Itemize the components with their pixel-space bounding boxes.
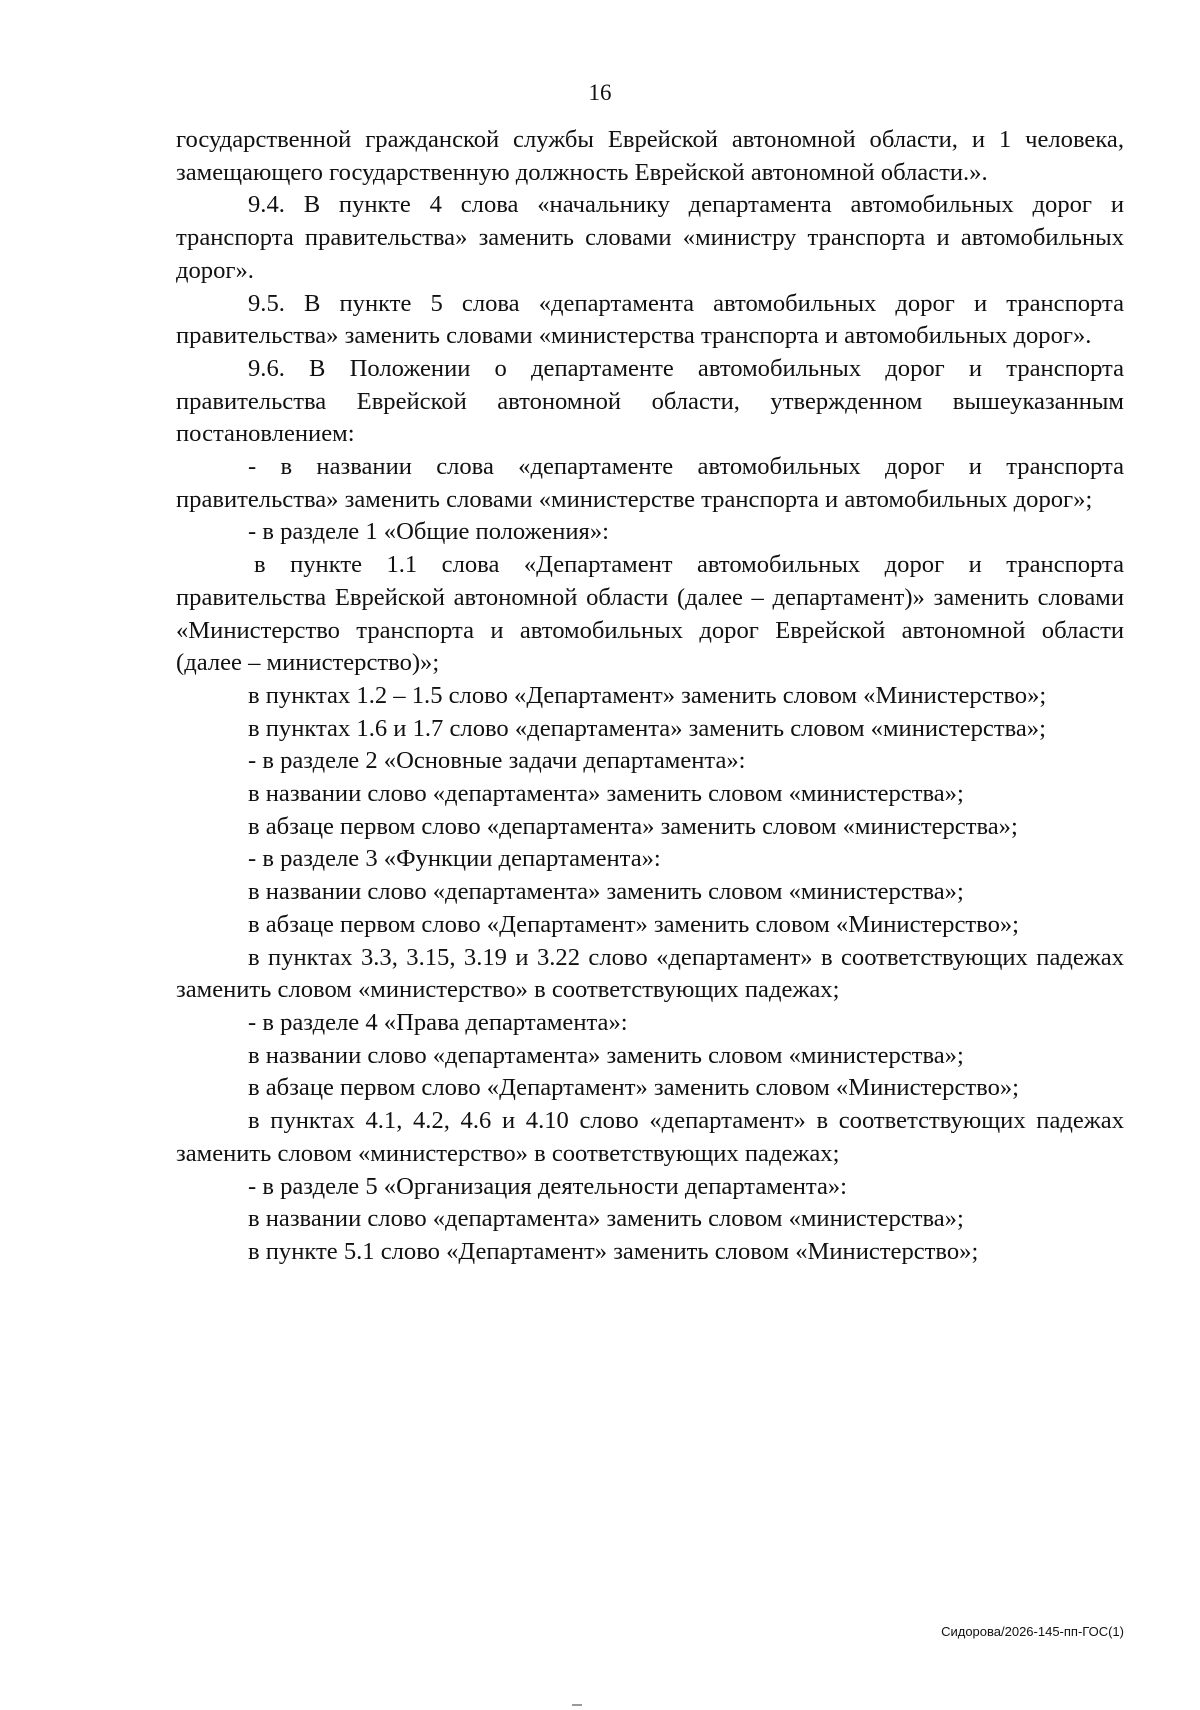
paragraph-section-2-title: в названии слово «департамента» заменить словом «министерства»; [248, 780, 964, 808]
paragraph-section-2: - в разделе 2 «Основные задачи департамента»: [248, 747, 746, 775]
paragraph-items-1-2-1-5: в пунктах 1.2 – 1.5 слово «Департамент» заменить словом «Министерство»; [248, 681, 1047, 709]
paragraph-section-1: - в разделе 1 «Общие положения»: [248, 518, 609, 546]
paragraph-section-3-title: в названии слово «департамента» заменить словом «министерства»; [248, 878, 964, 906]
paragraph-items-1-6-1-7: в пунктах 1.6 и 1.7 слово «департамента» заменить словом «министерства»; [248, 714, 1046, 742]
paragraph-9-4: 9.4. В пункте 4 слова «начальнику департамента автомобильных дорог и транспорта правительства» заменить словами «министру транспорта и автомобильных дорог». [176, 191, 1124, 284]
paragraph-continuation: государственной гражданской службы Еврейской автономной области, и 1 человека, замещающего государственную должность Еврейской автономной области.». [176, 126, 1124, 186]
paragraph-section-4: - в разделе 4 «Права департамента»: [248, 1008, 628, 1036]
paragraph-section-5-title: в названии слово «департамента» заменить словом «министерства»; [248, 1205, 964, 1233]
paragraph-section-5: - в разделе 5 «Организация деятельности департамента»: [248, 1172, 848, 1200]
paragraph-section-4-title: в названии слово «департамента» заменить словом «министерства»; [248, 1041, 964, 1069]
paragraph-9-5: 9.5. В пункте 5 слова «департамента автомобильных дорог и транспорта правительства» заменить словами «министерства транспорта и автомобильных дорог». [176, 289, 1124, 350]
paragraph-item-1-1: в пункте 1.1 слова «Департамент автомобильных дорог и транспорта правительства Еврейской автономной области (далее – департамент)» заменить словами «Министерство транспорта и автомобильных дорог Еврейской автономной области (далее – министерство)»; [176, 551, 1124, 677]
paragraph-section-4-items: в пунктах 4.1, 4.2, 4.6 и 4.10 слово «департамент» в соответствующих падежах заменить словом «министерство» в соответствующих падежах; [176, 1107, 1124, 1167]
paragraph-section-4-first: в абзаце первом слово «Департамент» заменить словом «Министерство»; [248, 1074, 1019, 1102]
paragraph-title-change: - в названии слова «департаменте автомобильных дорог и транспорта правительства» заменить словами «министерстве транспорта и автомобильных дорог»; [176, 453, 1124, 513]
paragraph-section-3: - в разделе 3 «Функции департамента»: [248, 845, 661, 873]
paragraph-section-3-first: в абзаце первом слово «Департамент» заменить словом «Министерство»; [248, 910, 1019, 938]
page-number: 16 [588, 80, 612, 105]
document-body [176, 124, 1124, 1269]
paragraph-9-6: 9.6. В Положении о департаменте автомобильных дорог и транспорта правительства Еврейской автономной области, утвержденном вышеуказанным постановлением: [176, 354, 1124, 448]
scan-artifact [572, 1704, 582, 1706]
paragraph-section-3-items: в пунктах 3.3, 3.15, 3.19 и 3.22 слово «департамент» в соответствующих падежах заменить словом «министерство» в соответствующих падежах; [176, 943, 1124, 1004]
paragraph-item-5-1: в пункте 5.1 слово «Департамент» заменить словом «Министерство»; [248, 1237, 979, 1265]
paragraph-section-2-first: в абзаце первом слово «департамента» заменить словом «министерства»; [248, 812, 1018, 840]
document-code-footer: Сидорова/2026-145-пп-ГОС(1) [941, 1624, 1124, 1639]
